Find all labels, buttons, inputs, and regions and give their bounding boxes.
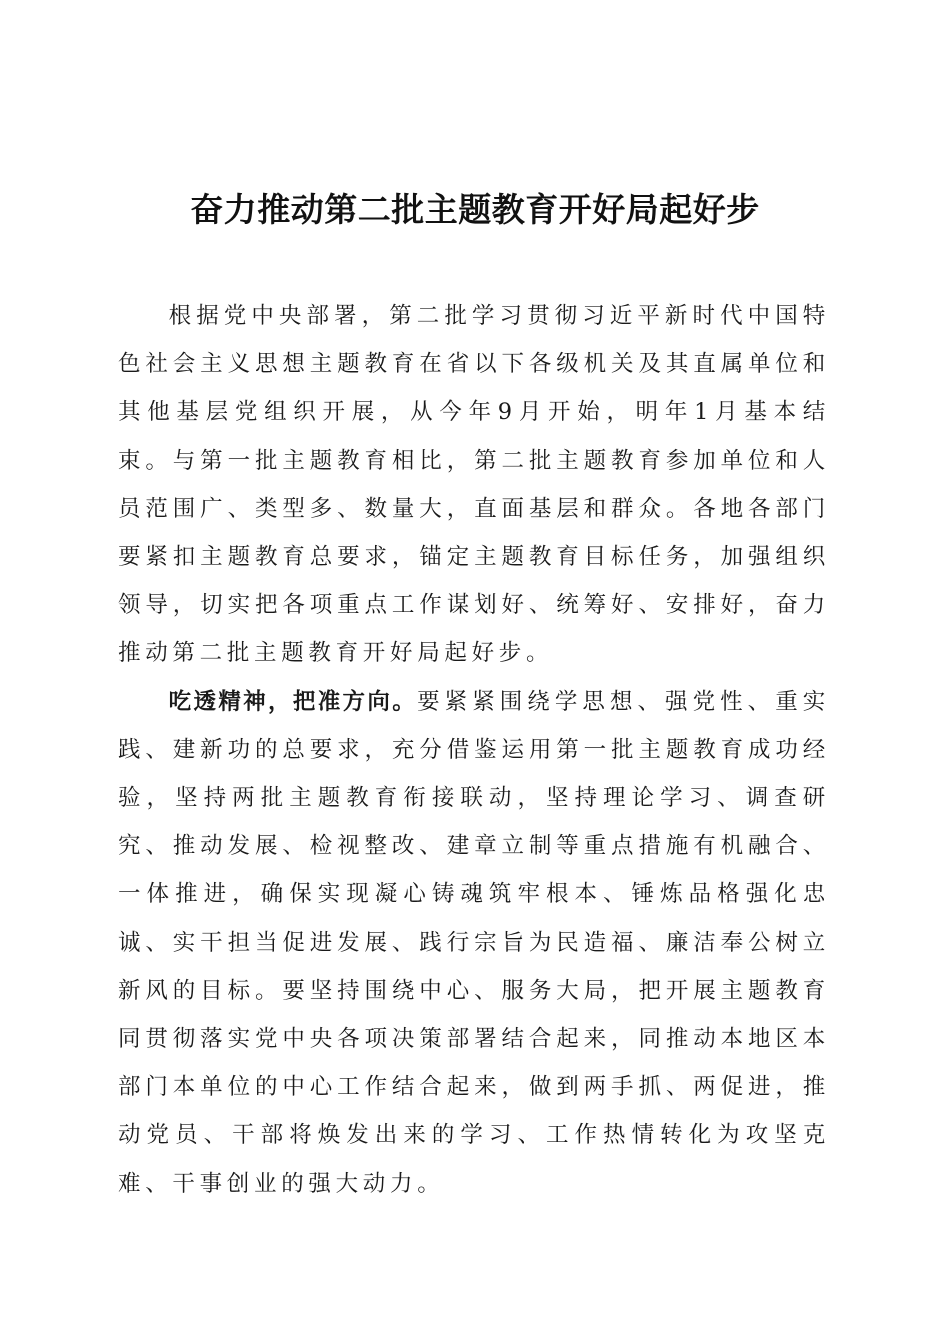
paragraph-lead-heading: 吃透精神，把准方向。 [168, 688, 418, 715]
paragraph-intro [118, 292, 830, 678]
document-body [118, 292, 830, 1208]
document-title: 奋力推动第二批主题教育开好局起好步 [190, 190, 760, 229]
paragraph-section-1 [118, 678, 830, 1208]
paragraph-intro-text: 根据党中央部署，第二批学习贯彻习近平新时代中国特色社会主义思想主题教育在省以下各级机关及其直属单位和其他基层党组织开展，从今年9月开始，明年1月基本结束。与第一批主题教育相比，第二批主题教育参加单位和人员范围广、类型多、数量大，直面基层和群众。各地各部门要紧扣主题教育总要求，锚定主题教育目标任务，加强组织领导，切实把各项重点工作谋划好、统筹好、安排好，奋力推动第二批主题教育开好局起好步。 [118, 303, 830, 667]
paragraph-section-1-text: 要紧紧围绕学思想、强党性、重实践、建新功的总要求，充分借鉴运用第一批主题教育成功经验，坚持两批主题教育衔接联动，坚持理论学习、调查研究、推动发展、检视整改、建章立制等重点措施有机融合、一体推进，确保实现凝心铸魂筑牢根本、锤炼品格强化忠诚、实干担当促进发展、践行宗旨为民造福、廉洁奉公树立新风的目标。要坚持围绕中心、服务大局，把开展主题教育同贯彻落实党中央各项决策部署结合起来，同推动本地区本部门本单位的中心工作结合起来，做到两手抓、两促进，推动党员、干部将焕发出来的学习、工作热情转化为攻坚克难、干事创业的强大动力。 [118, 688, 830, 1197]
